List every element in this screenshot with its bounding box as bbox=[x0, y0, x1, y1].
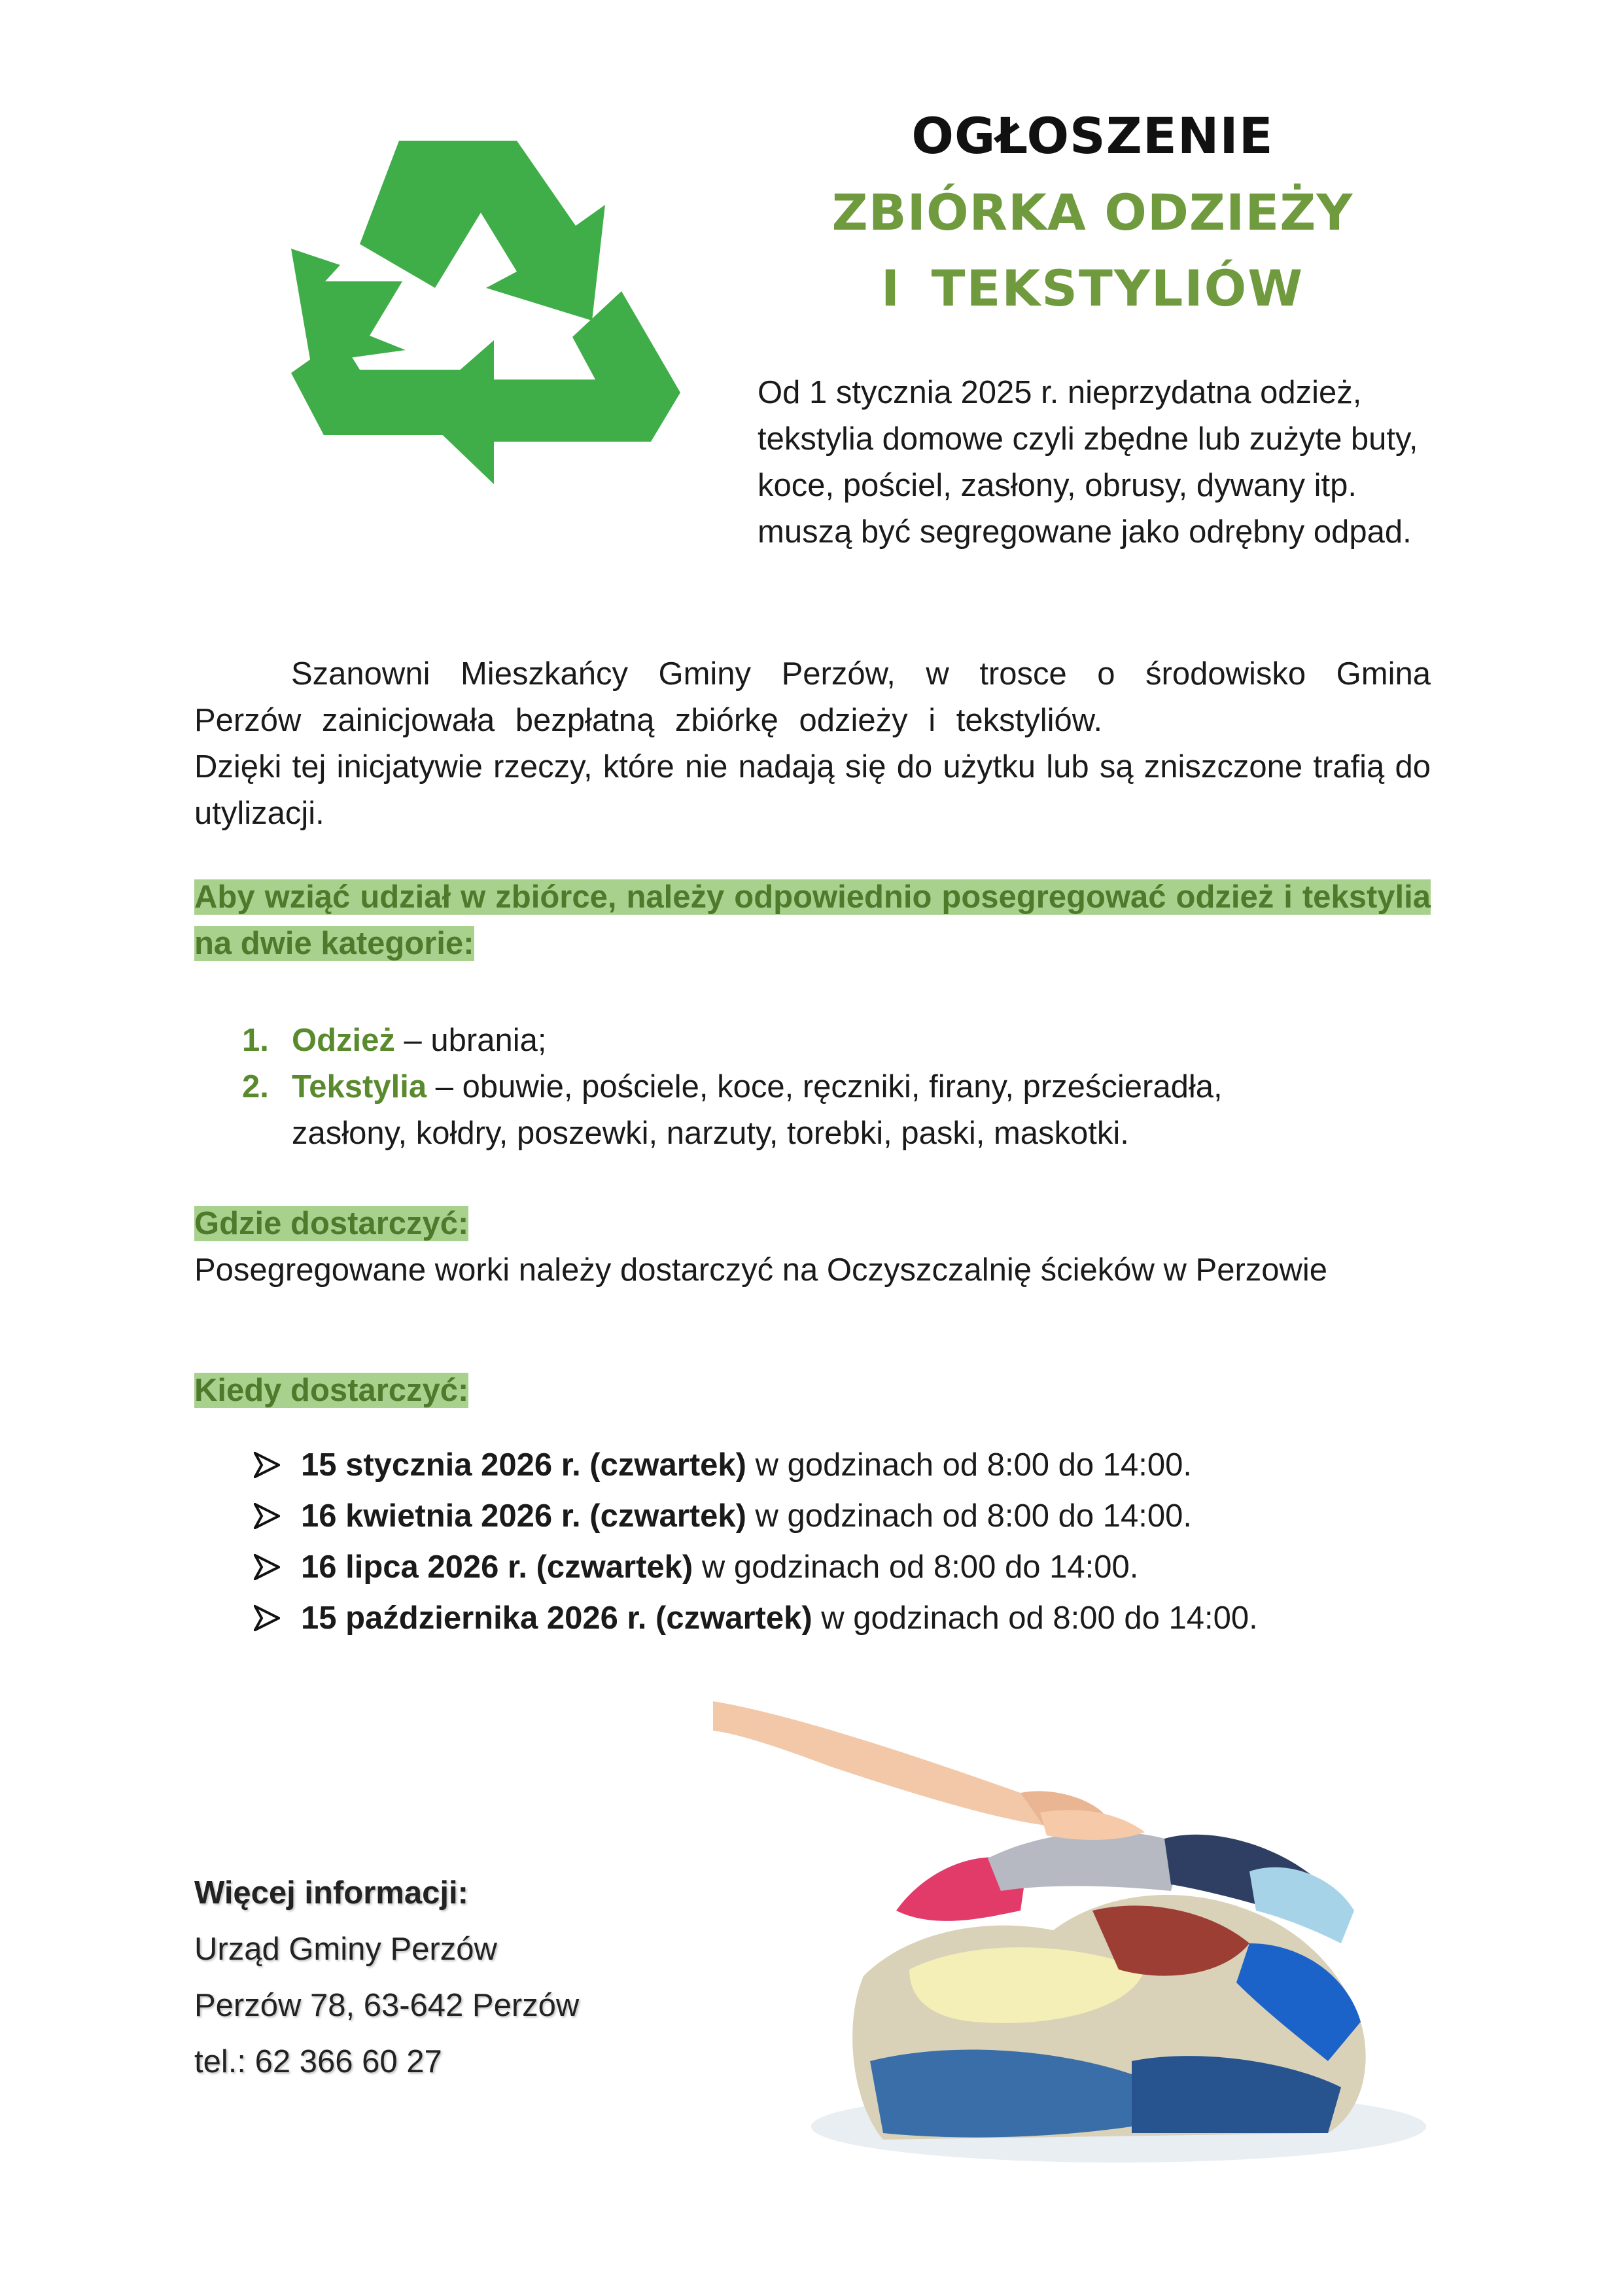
contact-address: Perzów 78, 63-642 Perzów bbox=[194, 1988, 580, 2023]
arrow-bullet-icon bbox=[254, 1605, 280, 1631]
when-heading: Kiedy dostarczyć: bbox=[194, 1373, 469, 1408]
segregation-heading bbox=[194, 874, 1431, 967]
date-text: 15 października 2026 r. (czwartek) bbox=[301, 1600, 812, 1636]
hours-text: w godzinach od 8:00 do 14:00. bbox=[812, 1600, 1258, 1636]
where-section bbox=[194, 1201, 1431, 1294]
list-number: 1. bbox=[242, 1023, 269, 1058]
list-item bbox=[254, 1491, 1431, 1542]
list-item bbox=[254, 1439, 1431, 1491]
paragraph-1: Szanowni Mieszkańcy Gminy Perzów, w trosce o środowisko Gmina Perzów zainicjowała bezpłatną zbiórkę odzieży i tekstyliów. bbox=[194, 656, 1431, 738]
list-number: 2. bbox=[242, 1069, 269, 1104]
category-desc: – ubrania; bbox=[394, 1023, 547, 1058]
recycle-icon bbox=[265, 128, 684, 533]
list-item bbox=[254, 1593, 1431, 1644]
collection-subtitle: I TEKSTYLIÓW bbox=[881, 259, 1304, 317]
where-heading: Gdzie dostarczyć: bbox=[194, 1206, 469, 1241]
date-text: 15 stycznia 2026 r. (czwartek) bbox=[301, 1447, 746, 1483]
contact-office: Urząd Gminy Perzów bbox=[194, 1932, 497, 1967]
list-item bbox=[242, 1017, 1439, 1064]
where-text: Posegregowane worki należy dostarczyć na Oczyszczalnię ścieków w Perzowie bbox=[194, 1252, 1328, 1288]
date-text: 16 kwietnia 2026 r. (czwartek) bbox=[301, 1498, 746, 1534]
category-desc: – obuwie, pościele, koce, ręczniki, firany, prześcieradła, zasłony, kołdry, poszewki, narzuty, torebki, paski, maskotki. bbox=[292, 1069, 1223, 1151]
date-list bbox=[254, 1439, 1431, 1644]
list-item bbox=[254, 1542, 1431, 1593]
when-heading-wrap bbox=[194, 1368, 468, 1414]
contact-phone: tel.: 62 366 60 27 bbox=[194, 2044, 442, 2079]
list-item bbox=[242, 1064, 1439, 1157]
arrow-bullet-icon bbox=[254, 1503, 280, 1529]
intro-text: Od 1 stycznia 2025 r. nieprzydatna odzież, tekstylia domowe czyli zbędne lub zużyte buty, koce, pościel, zasłony, obrusy, dywany itp. muszą być segregowane jako odrębny odpad. bbox=[758, 375, 1418, 550]
category-label: Odzież bbox=[292, 1023, 395, 1058]
hours-text: w godzinach od 8:00 do 14:00. bbox=[693, 1549, 1139, 1585]
segregation-heading-text: Aby wziąć udział w zbiórce, należy odpowiednio posegregować odzież i tekstylia na dwie kategorie: bbox=[194, 879, 1431, 961]
hours-text: w godzinach od 8:00 do 14:00. bbox=[746, 1498, 1193, 1534]
arrow-bullet-icon bbox=[254, 1554, 280, 1580]
announcement-title: OGŁOSZENIE bbox=[911, 107, 1274, 165]
main-paragraph bbox=[194, 651, 1431, 837]
collection-title: ZBIÓRKA ODZIEŻY bbox=[831, 183, 1353, 241]
contact-heading: Więcej informacji: bbox=[194, 1875, 468, 1911]
hours-text: w godzinach od 8:00 do 14:00. bbox=[746, 1447, 1193, 1483]
arrow-bullet-icon bbox=[254, 1452, 280, 1478]
category-list bbox=[242, 1017, 1439, 1157]
contact-block bbox=[194, 1865, 579, 2090]
paragraph-2: Dzięki tej inicjatywie rzeczy, które nie nadają się do użytku lub są zniszczone trafią do utylizacji. bbox=[194, 749, 1431, 831]
clothes-pile-illustration bbox=[713, 1695, 1433, 2179]
category-label: Tekstylia bbox=[292, 1069, 427, 1104]
date-text: 16 lipca 2026 r. (czwartek) bbox=[301, 1549, 693, 1585]
